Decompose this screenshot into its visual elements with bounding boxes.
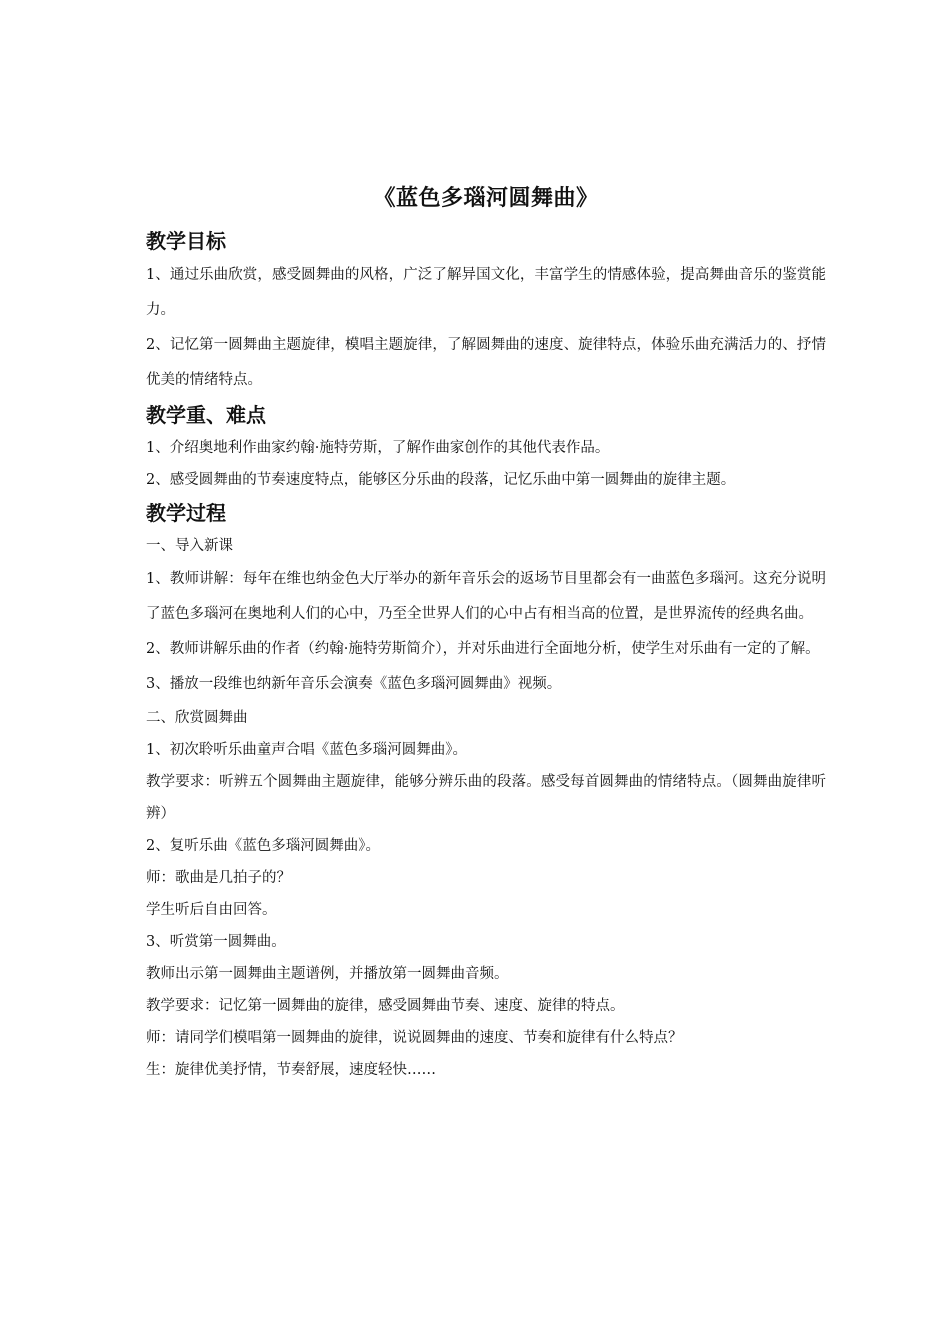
paragraph: 1、教师讲解：每年在维也纳金色大厅举办的新年音乐会的返场节目里都会有一曲蓝色多瑙河。这充分说明了蓝色多瑙河在奥地利人们的心中，乃至全世界人们的心中占有相当高的位置，是世界流传的经典名曲。 [146, 571, 826, 622]
document-content [146, 178, 826, 1086]
paragraph: 2、记忆第一圆舞曲主题旋律，模唱主题旋律，了解圆舞曲的速度、旋律特点，体验乐曲充满活力的、抒情优美的情绪特点。 [146, 337, 826, 388]
section-heading-key-points: 教学重、难点 [146, 403, 266, 427]
paragraph: 教学要求：听辨五个圆舞曲主题旋律，能够分辨乐曲的段落。感受每首圆舞曲的情绪特点。（圆舞曲旋律听辨） [146, 774, 826, 822]
paragraph: 1、通过乐曲欣赏，感受圆舞曲的风格，广泛了解异国文化，丰富学生的情感体验，提高舞曲音乐的鉴赏能力。 [146, 267, 826, 318]
paragraph: 教师出示第一圆舞曲主题谱例，并播放第一圆舞曲音频。 [146, 966, 509, 982]
paragraph: 2、教师讲解乐曲的作者（约翰·施特劳斯简介），并对乐曲进行全面地分析，使学生对乐曲有一定的了解。 [146, 641, 820, 657]
document-title: 《蓝色多瑙河圆舞曲》 [373, 185, 599, 211]
paragraph: 教学要求：记忆第一圆舞曲的旋律，感受圆舞曲节奏、速度、旋律的特点。 [146, 998, 625, 1014]
paragraph: 1、介绍奥地利作曲家约翰·施特劳斯，了解作曲家创作的其他代表作品。 [146, 440, 610, 456]
section-heading-objectives: 教学目标 [146, 229, 226, 253]
paragraph: 3、听赏第一圆舞曲。 [146, 934, 286, 950]
paragraph: 学生听后自由回答。 [146, 902, 277, 918]
paragraph: 3、播放一段维也纳新年音乐会演奏《蓝色多瑙河圆舞曲》视频。 [146, 676, 562, 692]
paragraph: 二、欣赏圆舞曲 [146, 710, 248, 726]
paragraph: 师：请同学们模唱第一圆舞曲的旋律，说说圆舞曲的速度、节奏和旋律有什么特点？ [146, 1030, 683, 1046]
paragraph: 2、感受圆舞曲的节奏速度特点，能够区分乐曲的段落，记忆乐曲中第一圆舞曲的旋律主题。 [146, 472, 736, 488]
paragraph: 1、初次聆听乐曲童声合唱《蓝色多瑙河圆舞曲》。 [146, 742, 467, 758]
paragraph: 2、复听乐曲《蓝色多瑙河圆舞曲》。 [146, 838, 380, 854]
paragraph: 一、导入新课 [146, 538, 233, 554]
paragraph: 生：旋律优美抒情，节奏舒展，速度轻快…… [146, 1062, 436, 1078]
paragraph: 师：歌曲是几拍子的？ [146, 870, 291, 886]
section-heading-process: 教学过程 [146, 501, 226, 525]
